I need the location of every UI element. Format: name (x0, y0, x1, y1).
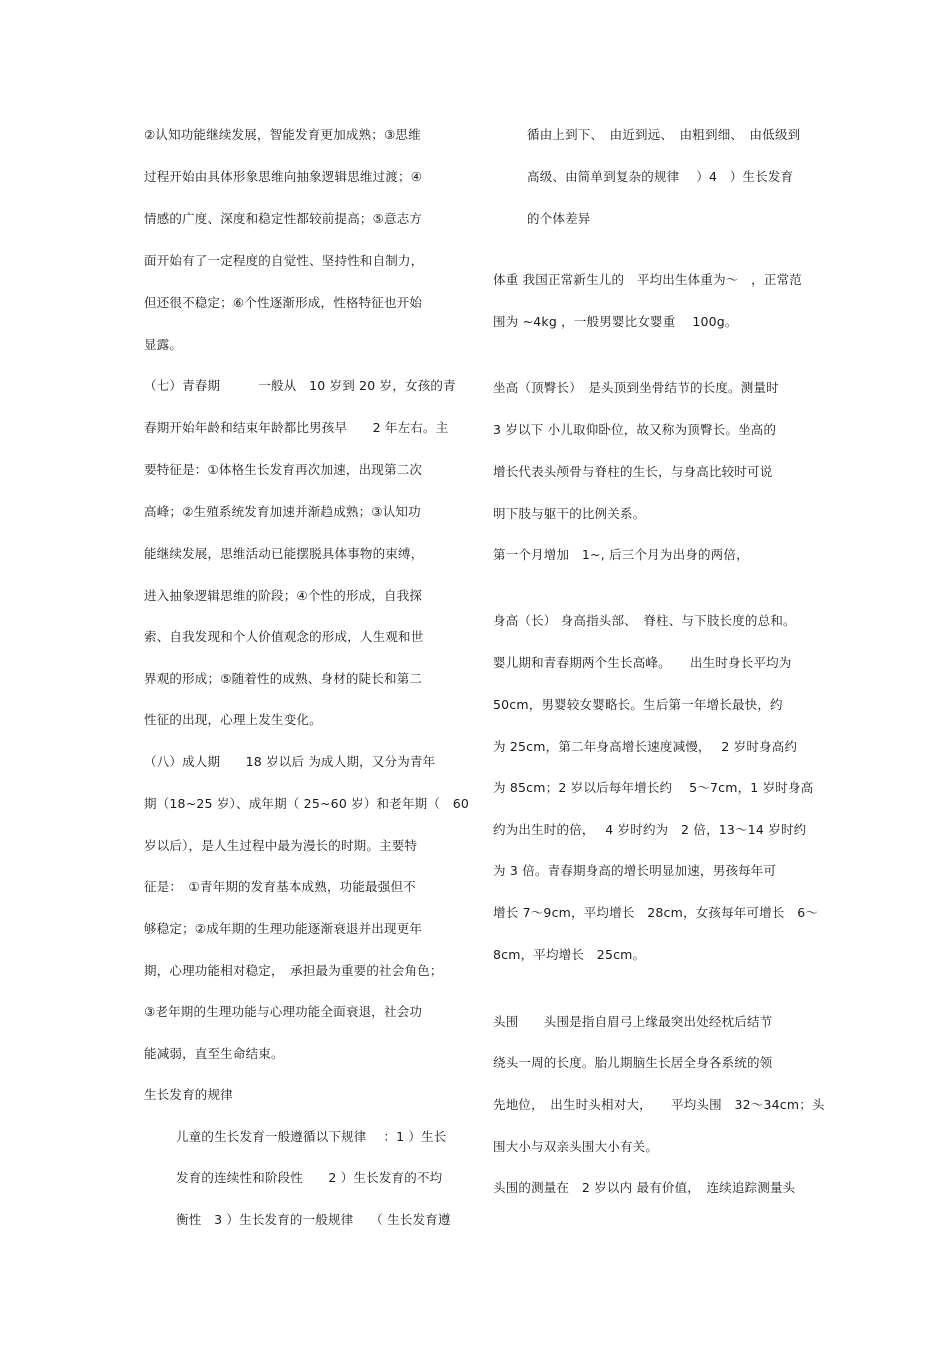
text-line: 明下肢与躯干的比例关系。 (493, 506, 646, 521)
text-line: 的个体差异 (527, 211, 591, 226)
text-line: 岁以后），是人生过程中最为漫长的时期。主要特 (144, 838, 418, 853)
text-line: 性征的出现，心理上发生变化。 (144, 712, 322, 727)
section-heading-adolescence: （七）青春期 一般从 10 岁到 20 岁，女孩的青 (144, 378, 456, 393)
section-heading-height: 身高（长） 身高指头部、 脊柱、与下肢长度的总和。 (493, 613, 796, 628)
text-line: 高级、由简单到复杂的规律 ）4 ）生长发育 (527, 169, 794, 184)
underline-mark (741, 276, 757, 290)
text-line: 为 85cm；2 岁以后每年增长约 5～7cm，1 岁时身高 (493, 780, 814, 795)
text-line: 第一个月增加 1~, 后三个月为出身的两倍， (493, 547, 749, 562)
text-line: 过程开始由具体形象思维向抽象逻辑思维过渡；④ (144, 169, 423, 184)
text-line: 3 岁以下 小儿取仰卧位，故又称为顶臀长。坐高的 (493, 422, 777, 437)
text-line: 发育的连续性和阶段性 2 ）生长发育的不均 (176, 1170, 443, 1185)
text-line: 增长代表头颅骨与脊柱的生长，与身高比较时可说 (493, 464, 773, 479)
text-line: 够稳定；②成年期的生理功能逐渐衰退并出现更年 (144, 921, 423, 936)
underline-mark (493, 701, 529, 715)
underline-mark (245, 758, 311, 772)
text-line: 围大小与双亲头围大小有关。 (493, 1139, 659, 1154)
section-heading-adulthood: （八）成人期 18 岁以后 为成人期，又分为青年 (144, 754, 436, 769)
text-line: 但还很不稳定；⑥个性逐渐形成，性格特征也开始 (144, 295, 423, 310)
text-line: 显露。 (144, 337, 183, 352)
text-line: 约为出生时的倍， 4 岁时约为 2 倍，13～14 岁时约 (493, 822, 807, 837)
text-line: 进入抽象逻辑思维的阶段；④个性的形成，自我探 (144, 588, 423, 603)
text-line: 要特征是：①体格生长发育再次加速，出现第二次 (144, 462, 423, 477)
section-heading-growth-rules: 生长发育的规律 (144, 1087, 233, 1102)
text-line: 头围的测量在 2 岁以内 最有价值， 连续追踪测量头 (493, 1180, 796, 1195)
text-line: 衡性 3 ）生长发育的一般规律 （ 生长发育遵 (176, 1212, 451, 1227)
text-line: ②认知功能继续发展，智能发育更加成熟；③思维 (144, 127, 421, 142)
text-line: ③老年期的生理功能与心理功能全面衰退，社会功 (144, 1004, 423, 1019)
text-line: 界观的形成；⑤随着性的成熟、身材的陡长和第二 (144, 671, 423, 686)
text-line: 绕头一周的长度。胎儿期脑生长居全身各系统的领 (493, 1055, 773, 1070)
text-line: 50cm，男婴较女婴略长。生后第一年增长最快，约 (493, 697, 783, 712)
text-line: 面开始有了一定程度的自觉性、坚持性和自制力， (144, 253, 424, 268)
text-line: 征是： ①青年期的发育基本成熟，功能最强但不 (144, 879, 416, 894)
text-line: 婴儿期和青春期两个生长高峰。 出生时身长平均为 (493, 655, 792, 670)
text-line: 围为 ~4kg ，一般男婴比女婴重 100g。 (493, 314, 738, 329)
text-line: 能继续发展，思维活动已能摆脱具体事物的束缚， (144, 546, 424, 561)
text-line: 情感的广度、深度和稳定性都较前提高；⑤意志方 (144, 211, 423, 226)
section-heading-sitting-height: 坐高（顶臀长） 是头顶到坐骨结节的长度。测量时 (493, 380, 779, 395)
underline-mark (721, 1101, 787, 1115)
text-line: 8cm，平均增长 25cm。 (493, 947, 646, 962)
text-line: 增长 7～9cm，平均增长 28cm，女孩每年可增长 6～ (493, 905, 819, 920)
text-line: 春期开始年龄和结束年龄都比男孩早 2 年左右。主 (144, 420, 449, 435)
section-heading-weight: 体重 我国正常新生儿的 平均出生体重为～ ，正常范 (493, 272, 802, 287)
text-line: 为 3 倍。青春期身高的增长明显加速，男孩每年可 (493, 863, 777, 878)
section-heading-head-circumference: 头围 头围是指自眉弓上缘最突出处经枕后结节 (493, 1014, 773, 1029)
text-line: 能减弱，直至生命结束。 (144, 1046, 284, 1061)
text-line: 期，心理功能相对稳定， 承担最为重要的社会角色； (144, 963, 443, 978)
text-line: 循由上到下、 由近到远、 由粗到细、 由低级到 (527, 127, 801, 142)
text-line: 高峰；②生殖系统发育加速并渐趋成熟；③认知功 (144, 504, 421, 519)
text-line: 先地位， 出生时头相对大， 平均头围 32～34cm；头 (493, 1097, 825, 1112)
text-line: 为 25cm，第二年身高增长速度减慢， 2 岁时身高约 (493, 739, 798, 754)
text-line: 期（18~25 岁）、成年期（ 25~60 岁）和老年期（ 60 (144, 796, 470, 811)
text-line: 索、自我发现和个人价值观念的形成，人生观和世 (144, 629, 424, 644)
underline-mark (302, 382, 394, 396)
text-line: 儿童的生长发育一般遵循以下规律 ：1 ）生长 (176, 1129, 447, 1144)
